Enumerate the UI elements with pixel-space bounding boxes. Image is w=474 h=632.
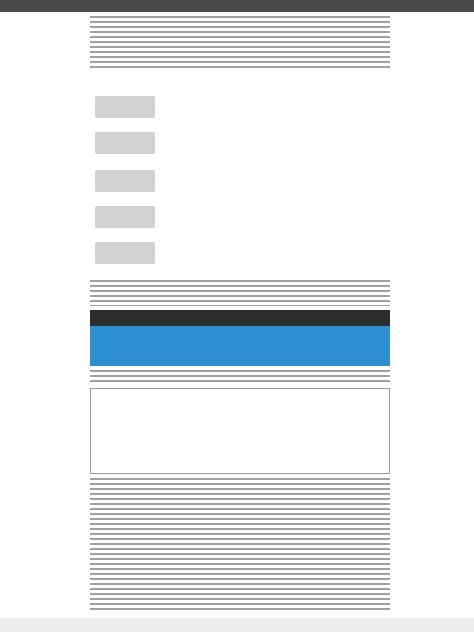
component-image xyxy=(95,242,155,264)
diagram-header xyxy=(90,310,390,326)
diagram-image xyxy=(90,326,390,366)
body-text xyxy=(90,280,390,306)
component-image xyxy=(95,132,155,154)
footer-bar xyxy=(0,618,474,632)
component-image xyxy=(95,170,155,192)
intro-text xyxy=(90,16,390,70)
component-image xyxy=(95,206,155,228)
body-text xyxy=(90,370,390,384)
circuit-image xyxy=(90,388,390,474)
body-text xyxy=(90,478,390,610)
top-bar xyxy=(0,0,474,12)
component-image xyxy=(95,96,155,118)
